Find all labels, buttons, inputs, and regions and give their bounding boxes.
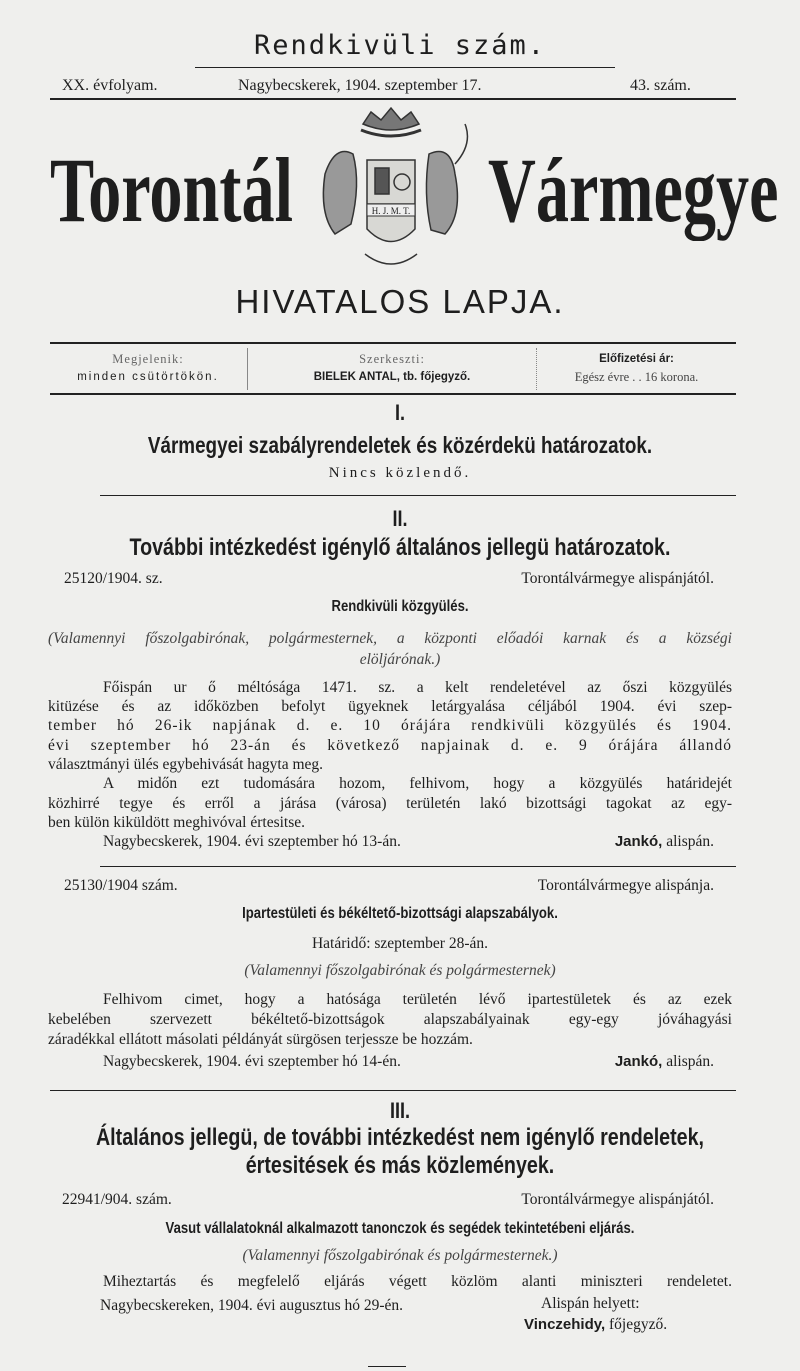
- body-text-line: Miheztartás és megfelelő eljárás végett közlöm alanti miniszteri rendeletet.: [103, 1273, 732, 1290]
- body-text-line: ben külön kiküldött meghivóval értesitse.: [48, 814, 305, 831]
- signer-name: Vinczehidy,: [524, 1316, 606, 1333]
- editor-label: Szerkeszti:: [359, 352, 425, 366]
- signer-title: alispán.: [666, 1053, 714, 1070]
- section-numeral: II.: [392, 506, 408, 531]
- item-title: Vasut vállalatoknál alkalmazott tanonczok és segédek tekintetébeni eljárás.: [165, 1220, 635, 1237]
- section-divider: [100, 495, 736, 496]
- signature: [615, 833, 714, 851]
- price-info: [537, 350, 736, 390]
- section-numeral: I.: [394, 400, 406, 425]
- price-label: Előfizetési ár:: [599, 353, 674, 365]
- end-rule: [368, 1366, 406, 1367]
- signer-name: Jankó,: [614, 833, 663, 850]
- info-top-rule: [50, 342, 736, 344]
- signature: [524, 1316, 667, 1334]
- signer-title: főjegyző.: [609, 1316, 668, 1333]
- item-divider: [100, 866, 736, 867]
- issue-date: Nagybecskereken, 1904. évi augusztus hó 29-én.: [100, 1297, 404, 1314]
- issue-date: Nagybecskerek, 1904. évi szeptember hó 14-én.: [103, 1053, 401, 1070]
- addressees: (Valamennyi főszolgabirónak és polgármesternek.): [242, 1247, 558, 1264]
- document-source: Torontálvármegye alispánjától.: [521, 1191, 714, 1208]
- body-text-line: Főispán ur ő méltósága 1471. sz. a kelt rendeletével az őszi közgyülés: [103, 679, 732, 696]
- editor-info: [248, 350, 536, 390]
- price-value: Egész évre . . 16 korona.: [574, 370, 699, 384]
- signature: [615, 1053, 714, 1071]
- body-text-line: kitüzése és az időközben befolyt ügyeknek letárgyalása céljából 1904. évi szep-: [48, 698, 732, 715]
- newspaper-subtitle: HIVATALOS LAPJA.: [235, 283, 565, 320]
- newspaper-title-right: Vármegye: [488, 139, 779, 241]
- volume: XX. évfolyam.: [62, 77, 158, 94]
- info-bottom-rule: [50, 393, 736, 395]
- deadline: Határidő: szeptember 28-án.: [311, 935, 489, 952]
- section-note: Nincs közlendő.: [328, 465, 472, 481]
- body-text-line: kebelében szervezett békéltető-bizottságok alapszabályainak egy-egy jóváhagyási: [48, 1011, 732, 1028]
- item-title: Rendkivüli közgyülés.: [331, 598, 469, 615]
- document-number: 25120/1904. sz.: [64, 570, 163, 587]
- document-number: 25130/1904 szám.: [64, 877, 178, 894]
- addressees: (Valamennyi főszolgabirónak, polgármesternek, a központi előadói karnak és a községi: [48, 630, 732, 647]
- newspaper-title-left: Torontál: [50, 139, 293, 241]
- body-text-line: választmányi ülés egybehivását hagyta meg.: [48, 756, 324, 773]
- body-text-line: tember hó 26-ik napjának d. e. 10 órájára rendkivüli közgyülés és 1904.: [48, 717, 732, 734]
- special-issue-underline: [195, 67, 615, 68]
- item-title: Ipartestületi és békéltető-bizottsági alapszabályok.: [242, 905, 558, 922]
- body-text-line: közhirré tegye és erről a járása (városa) területén lakó bizottsági tagokat az egy-: [48, 795, 732, 812]
- issue-date: Nagybecskerek, 1904. évi szeptember hó 13-án.: [103, 833, 401, 850]
- published-label: Megjelenik:: [112, 352, 184, 366]
- crest-initials: H. J. M. T.: [371, 206, 411, 216]
- document-source: Torontálvármegye alispánjától.: [521, 570, 714, 587]
- body-text-line: A midőn ezt tudomására hozom, felhivom, hogy a közgyülés határidejét: [103, 775, 732, 792]
- body-text-line: évi szeptember hó 23-án és következő napjainak d. e. 9 órájára állandó: [48, 737, 732, 754]
- signer-role: Alispán helyett:: [541, 1295, 640, 1312]
- special-issue-label: Rendkivüli szám.: [253, 30, 547, 61]
- editor-value: BIELEK ANTAL, tb. főjegyző.: [313, 371, 471, 383]
- header-rule: [50, 98, 736, 100]
- section-heading: Általános jellegü, de további intézkedést nem igénylő rendeletek,: [95, 1124, 705, 1151]
- body-text-line: záradékkal ellátott másolati példányát sürgösen terjessze be hozzám.: [48, 1031, 473, 1048]
- signer-title: alispán.: [666, 833, 714, 850]
- document-source: Torontálvármegye alispánja.: [537, 877, 714, 894]
- published-value: minden csütörtökön.: [77, 371, 219, 383]
- addressees: elöljárónak.): [359, 651, 441, 668]
- place-date: Nagybecskerek, 1904. szeptember 17.: [238, 77, 482, 94]
- section-heading: További intézkedést igénylő általános jellegü határozatok.: [129, 534, 671, 561]
- body-text-line: Felhivom cimet, hogy a hatósága területén lévő ipartestületek és az ezek: [103, 991, 732, 1008]
- publication-info: [50, 350, 246, 390]
- document-number: 22941/904. szám.: [62, 1191, 172, 1208]
- signer-name: Jankó,: [614, 1053, 663, 1070]
- section-heading: Vármegyei szabályrendeletek és közérdekü határozatok.: [147, 432, 653, 458]
- issue-number: 43. szám.: [630, 77, 691, 94]
- section-numeral: III.: [389, 1098, 411, 1123]
- coat-of-arms-logo: [305, 104, 477, 280]
- section-heading: értesitések és más közlemények.: [245, 1152, 555, 1179]
- addressees: (Valamennyi főszolgabirónak és polgármesternek): [244, 962, 556, 979]
- section-divider: [50, 1090, 736, 1091]
